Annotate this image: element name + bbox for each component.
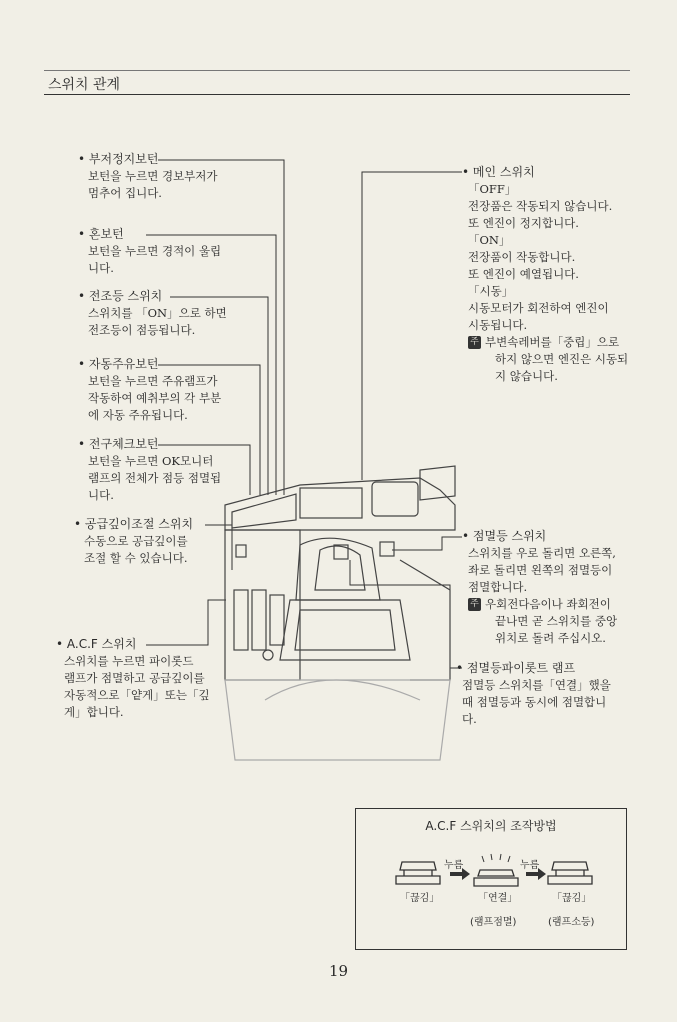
state-on-label: 「연결」 [478,893,518,904]
item-title: • 혼보턴 [78,226,221,243]
item-title: • 자동주유보턴 [78,356,221,373]
note-text: 우회전다음이나 좌회전이 [485,597,611,611]
note-text: 지 않습니다. [495,369,558,383]
lamp-blink-label: (램프점멸) [470,917,517,928]
headlight-switch-item [78,288,227,339]
item-desc: 전장품이 작동합니다. [468,250,576,264]
feed-depth-switch-item [74,516,193,567]
bulb-check-button-item [78,436,221,504]
item-desc: 멈추어 집니다. [88,186,162,200]
press-label: 누름 [444,860,464,871]
item-title: • 부저정지보턴 [78,151,218,168]
item-desc: 「시동」 [468,284,514,298]
note-text: 하지 않으면 엔진은 시동되 [495,352,629,366]
turn-signal-switch-item [462,528,617,647]
lamp-off-label: (램프소등) [548,917,595,928]
note-text: 끝나면 곧 스위치를 중앙 [495,614,618,628]
turn-signal-pilot-lamp-item [456,660,611,728]
item-desc: 게」합니다. [64,705,124,719]
item-title: • A.C.F 스위치 [56,636,210,653]
acf-switch-item [56,636,210,721]
item-title: • 메인 스위치 [462,164,628,181]
item-title: • 점멸등파이롯트 램프 [456,660,611,677]
item-desc: 또 엔진이 정지합니다. [468,216,579,230]
item-desc: 스위치를 「ON」으로 하면 [88,306,227,320]
combine-console-drawing [225,466,455,760]
item-desc: 스위치를 누르면 파이롯드 [64,654,194,668]
item-desc: 스위치를 우로 돌리면 오른쪽, [468,546,616,560]
item-title: • 점멸등 스위치 [462,528,617,545]
acf-box-title: A.C.F 스위치의 조작방법 [425,819,557,833]
buzzer-stop-button-item [78,151,218,202]
item-desc: 「ON」 [468,233,511,247]
item-desc: 보턴을 누르면 OK모니터 [88,454,214,468]
state-off-label: 「끊김」 [552,893,592,904]
item-title: • 전조등 스위치 [78,288,227,305]
item-desc: 니다. [88,261,114,275]
item-desc: 「OFF」 [468,182,517,196]
item-desc: 수동으로 공급깊이를 [84,534,188,548]
item-desc: 조절 할 수 있습니다. [84,551,188,565]
item-desc: 작동하여 예취부의 각 부분 [88,391,222,405]
caution-note [468,596,617,647]
item-desc: 전조등이 점등됩니다. [88,323,196,337]
item-desc: 보턴을 누르면 주유램프가 [88,374,218,388]
item-desc: 다. [462,712,477,726]
item-desc: 보턴을 누르면 경적이 울립 [88,244,222,258]
caution-note [468,334,628,385]
item-desc: 램프의 전체가 점등 점멸됩 [88,471,222,485]
item-desc: 니다. [88,488,114,502]
item-desc: 시동됩니다. [468,318,528,332]
page-number: 19 [328,962,349,980]
main-switch-item [462,164,628,385]
item-desc: 또 엔진이 예열됩니다. [468,267,579,281]
caution-icon: 주 [468,598,481,611]
horn-button-item [78,226,221,277]
press-label: 누름 [520,860,540,871]
item-desc: 좌로 돌리면 왼쪽의 점멸등이 [468,563,613,577]
auto-lube-button-item [78,356,221,424]
caution-icon: 주 [468,336,481,349]
item-desc: 때 점멸등과 동시에 점멸합니 [462,695,607,709]
item-desc: 에 자동 주유됩니다. [88,408,188,422]
note-text: 위치로 돌려 주십시오. [495,631,606,645]
item-desc: 시동모터가 회전하여 엔진이 [468,301,609,315]
state-off-label: 「끊김」 [400,893,440,904]
item-desc: 자동적으로「얕게」또는「깊 [64,688,210,702]
item-desc: 램프가 점멸하고 공급깊이를 [64,671,205,685]
section-title: 스위치 관계 [48,77,121,93]
note-text: 부변속레버를「중립」으로 [485,335,620,349]
item-title: • 전구체크보턴 [78,436,221,453]
item-desc: 전장품은 작동되지 않습니다. [468,199,613,213]
acf-operation-box [355,808,627,950]
item-desc: 점멸등 스위치를「연결」했을 [462,678,611,692]
item-title: • 공급깊이조절 스위치 [74,516,193,533]
item-desc: 점멸합니다. [468,580,528,594]
item-desc: 보턴을 누르면 경보부저가 [88,169,218,183]
